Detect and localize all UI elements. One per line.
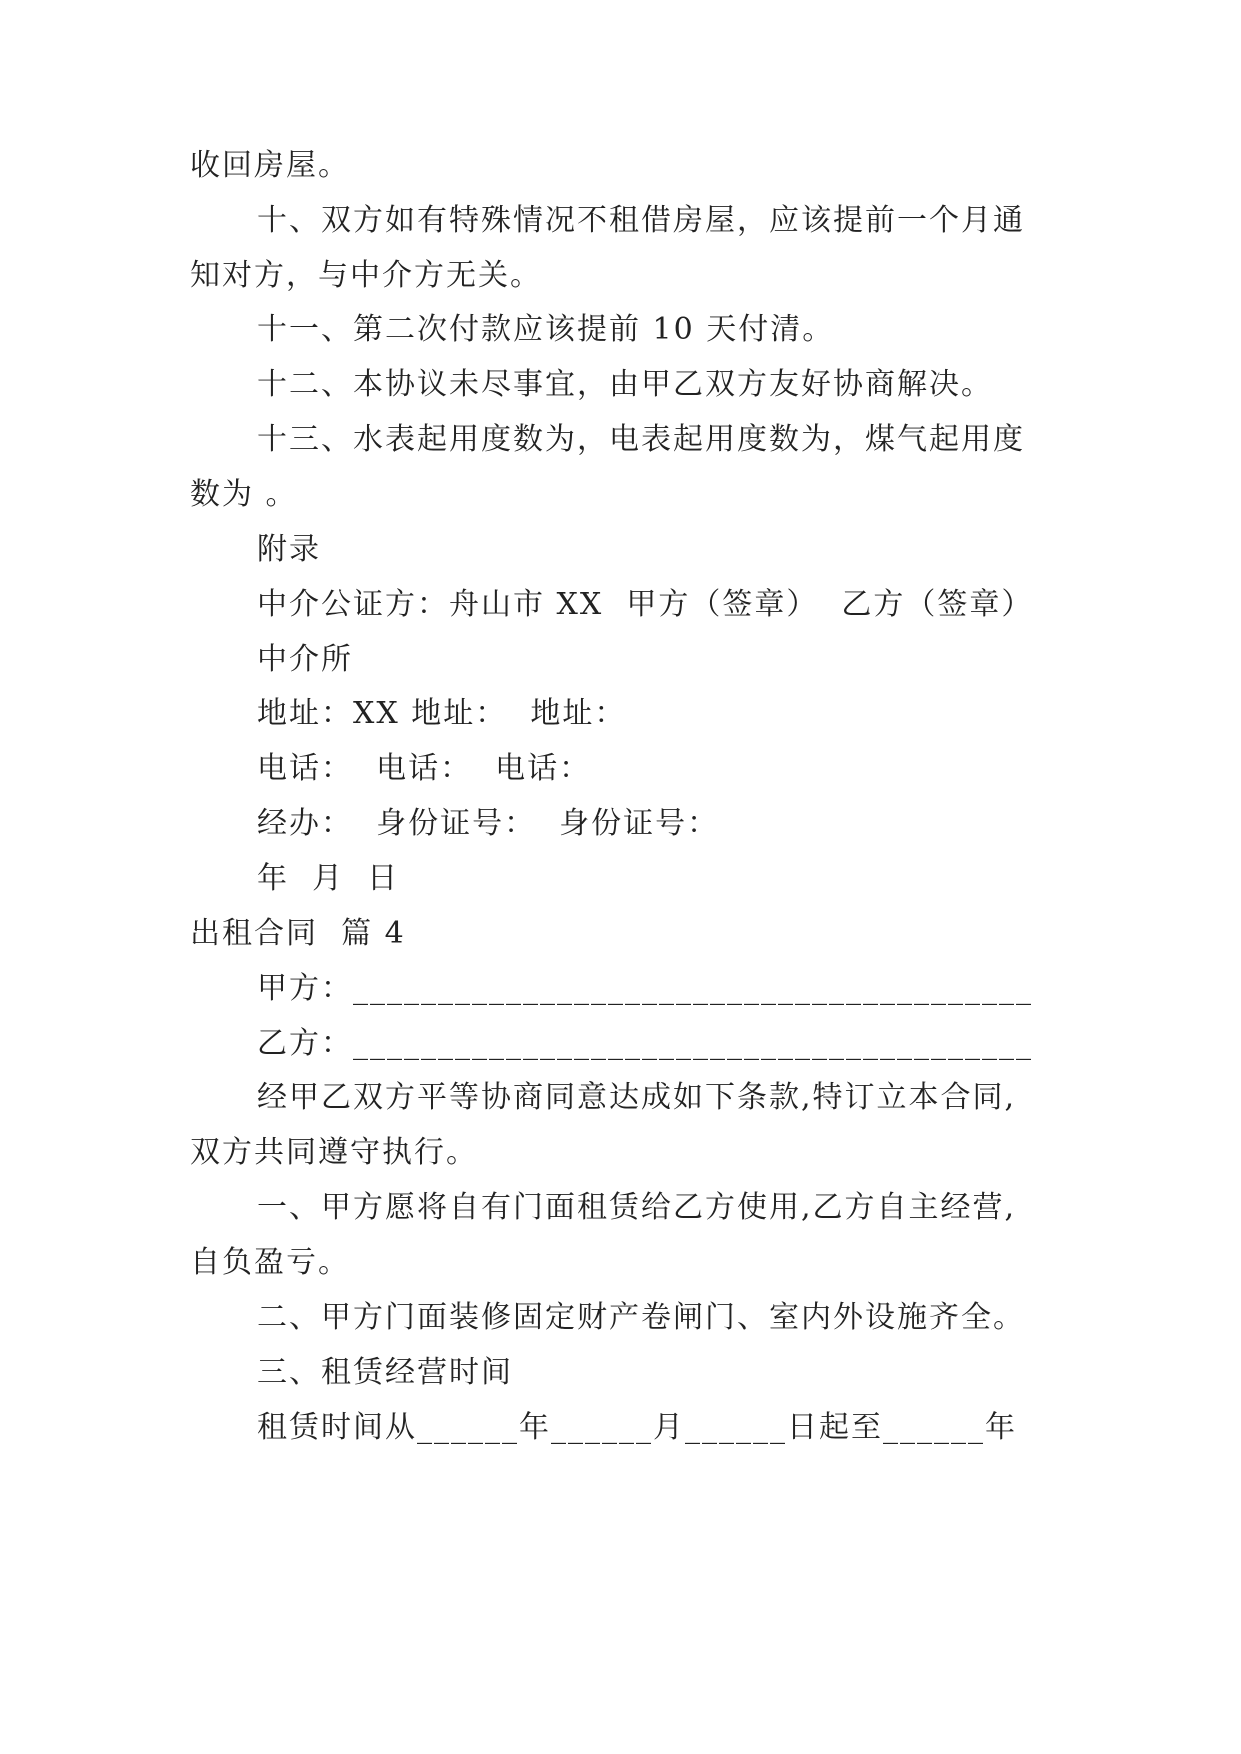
text-line: 经甲乙双方平等协商同意达成如下条款,特订立本合同, — [257, 1080, 1017, 1115]
party-a-line: 甲方：________________________________________ — [257, 971, 1033, 1006]
text-line: 经办： 身份证号： 身份证号： — [257, 806, 720, 841]
text-line: 地址：XX 地址： 地址： — [257, 696, 627, 731]
text-line: 一、甲方愿将自有门面租赁给乙方使用,乙方自主经营, — [257, 1190, 1017, 1225]
text-line: 十一、第二次付款应该提前 10 天付清。 — [257, 312, 835, 347]
text-line: 附录 — [257, 532, 321, 567]
party-b-line: 乙方：________________________________________ — [257, 1026, 1033, 1061]
text-line: 自负盈亏。 — [190, 1245, 350, 1280]
text-line: 十、双方如有特殊情况不租借房屋，应该提前一个月通 — [257, 203, 1025, 238]
text-line: 租赁时间从______年______月______日起至______年 — [257, 1410, 1017, 1445]
text-line: 中介公证方：舟山市 XX 甲方（签章） 乙方（签章） — [257, 587, 1034, 622]
text-line: 电话： 电话： 电话： — [257, 751, 592, 786]
text-line: 三、租赁经营时间 — [257, 1355, 513, 1390]
text-line: 数为 。 — [190, 477, 298, 512]
text-line: 十三、水表起用度数为，电表起用度数为，煤气起用度 — [257, 422, 1025, 457]
text-line: 双方共同遵守执行。 — [190, 1135, 478, 1170]
text-line: 十二、本协议未尽事宜，由甲乙双方友好协商解决。 — [257, 367, 993, 402]
text-line: 年 月 日 — [257, 861, 400, 896]
section-heading: 出租合同 篇 4 — [190, 916, 406, 951]
text-line: 二、甲方门面装修固定财产卷闸门、室内外设施齐全。 — [257, 1300, 1025, 1335]
text-line: 知对方，与中介方无关。 — [190, 258, 542, 293]
text-line: 收回房屋。 — [190, 148, 350, 183]
text-line: 中介所 — [257, 642, 353, 677]
